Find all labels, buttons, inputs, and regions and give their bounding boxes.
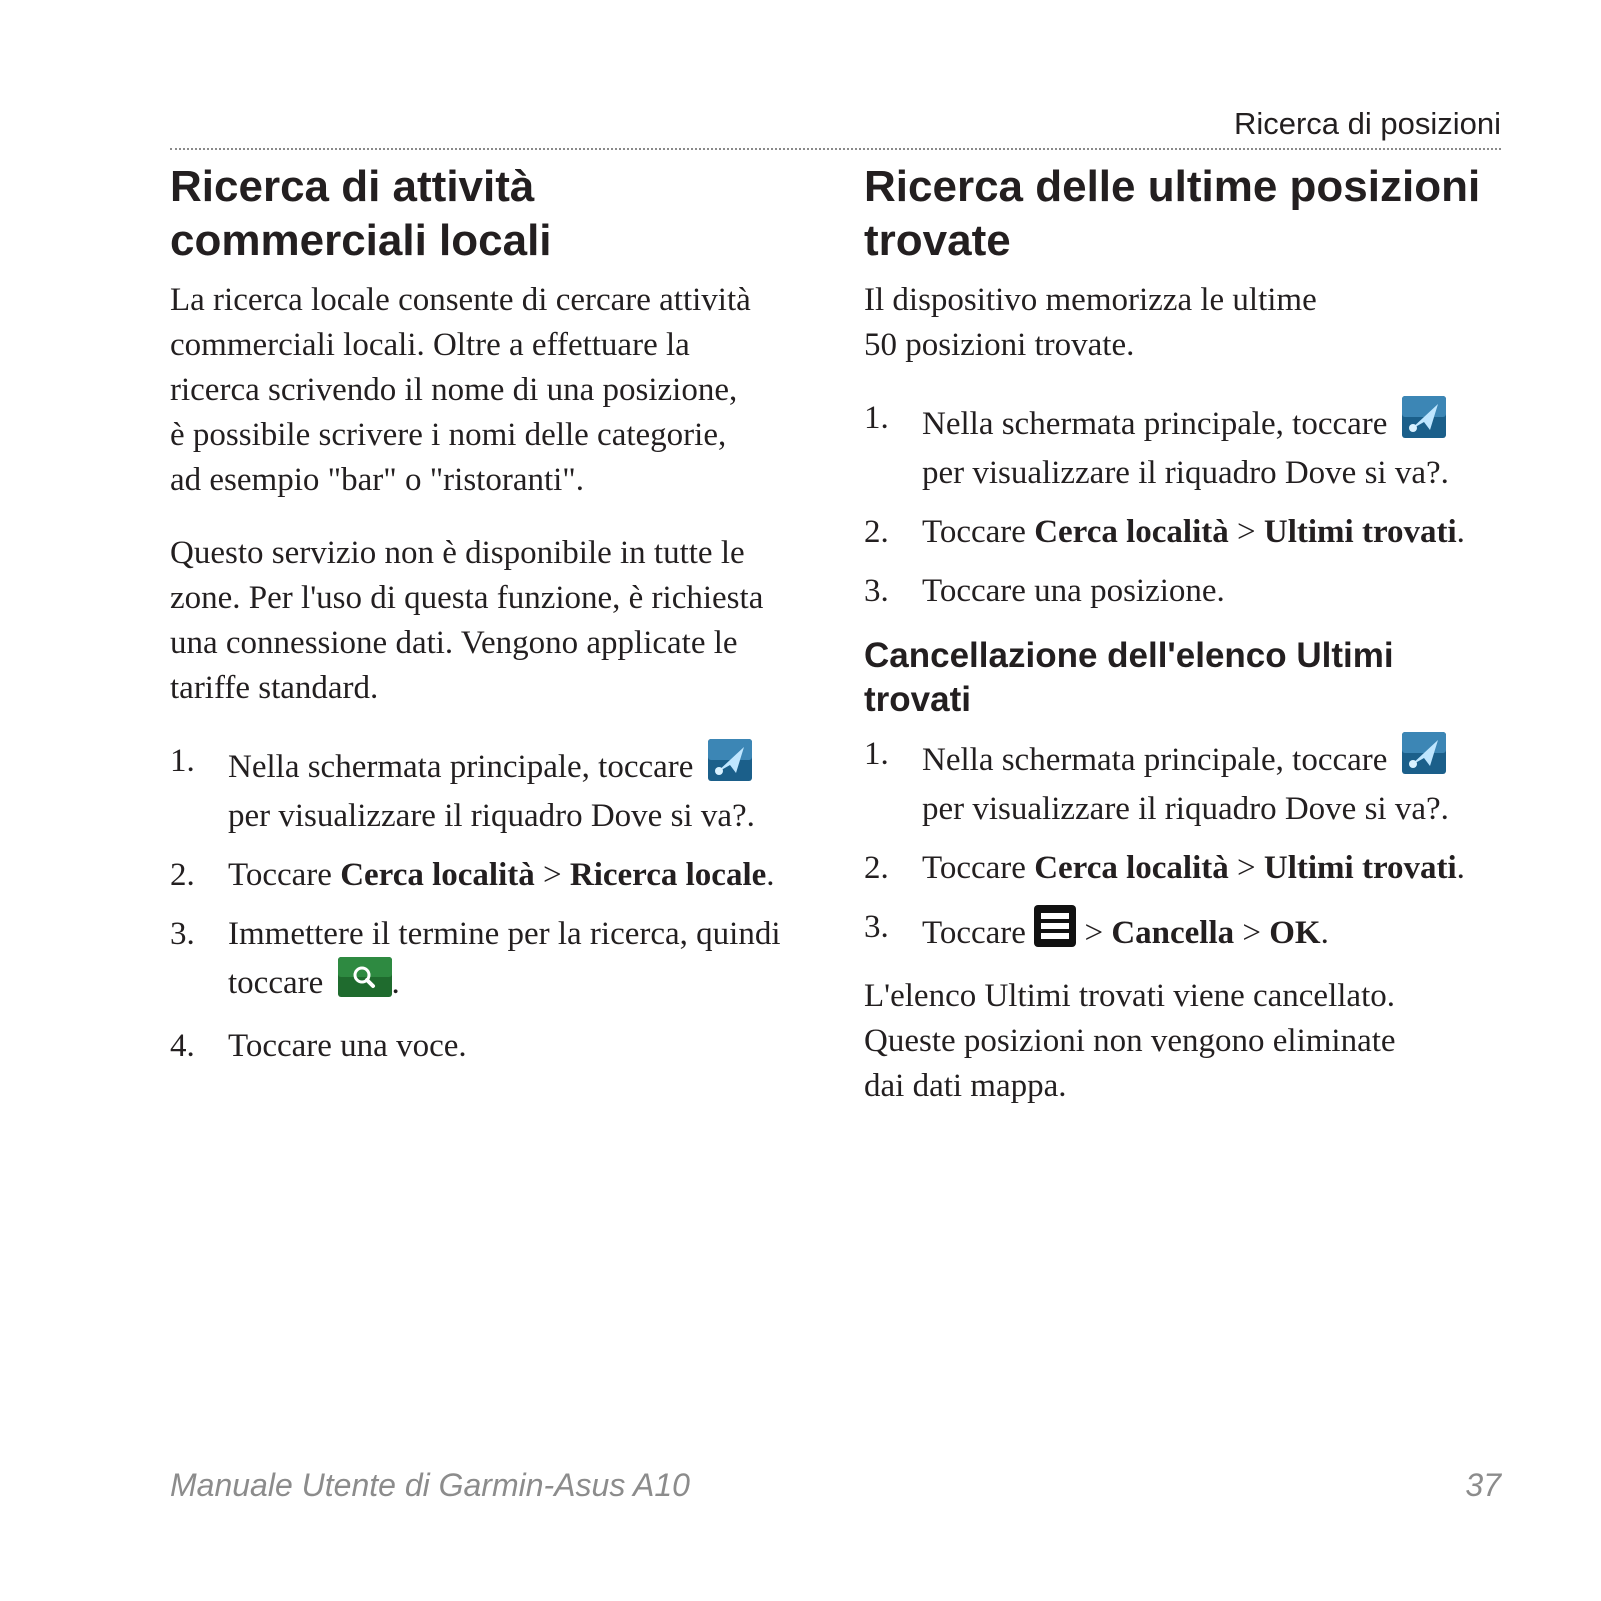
- page-number: 37: [1465, 1467, 1501, 1503]
- whereto-icon: [1402, 732, 1446, 787]
- right-column: [864, 160, 1504, 1137]
- section-title-recent-finds: Ricerca delle ultime posizioni trovate: [864, 162, 1481, 265]
- section-title-local-search: Ricerca di attività commerciali locali: [170, 162, 552, 265]
- recent-intro-paragraph: Il dispositivo memorizza le ultime 50 posizioni trovate.: [864, 282, 1317, 363]
- list-item: 4. Toccare una voce.: [170, 1028, 467, 1064]
- local-search-steps: [170, 739, 810, 1069]
- footer-manual-title: Manuale Utente di Garmin-Asus A10: [170, 1467, 690, 1503]
- clear-recent-steps: [864, 732, 1504, 960]
- list-item: 3. Toccare una posizione.: [864, 573, 1225, 609]
- menu-icon: [1034, 905, 1076, 960]
- list-item: 3. Toccare > Cancella > OK.: [864, 905, 1504, 960]
- list-item: 1. Nella schermata principale, toccare per visualizzare il riquadro Dove si va?.: [170, 739, 810, 839]
- whereto-icon: [708, 739, 752, 794]
- recent-finds-steps: [864, 396, 1504, 614]
- list-item: 1. Nella schermata principale, toccare per visualizzare il riquadro Dove si va?.: [864, 732, 1504, 832]
- whereto-icon: [1402, 396, 1446, 451]
- clear-result-paragraph: L'elenco Ultimi trovati viene cancellato. Queste posizioni non vengono eliminate dai dati mappa.: [864, 978, 1396, 1104]
- intro-paragraph: La ricerca locale consente di cercare attività commerciali locali. Oltre a effettuare la ricerca scrivendo il nome di una posizione, è possibile scrivere i nomi delle categorie, ad esempio "bar" o "ristoranti".: [170, 282, 751, 498]
- subsection-title-clear-recent: Cancellazione dell'elenco Ultimi trovati: [864, 636, 1394, 719]
- header-divider: [170, 148, 1501, 150]
- list-item: 3. Immettere il termine per la ricerca, quindi toccare .: [170, 912, 810, 1010]
- list-item: 2. Toccare Cerca località > Ricerca locale.: [170, 857, 775, 893]
- list-item: 2. Toccare Cerca località > Ultimi trovati.: [864, 850, 1465, 886]
- search-icon: [338, 957, 392, 1010]
- availability-paragraph: Questo servizio non è disponibile in tutte le zone. Per l'uso di questa funzione, è richiesta una connessione dati. Vengono applicate le tariffe standard.: [170, 535, 764, 706]
- running-header: Ricerca di posizioni: [1233, 106, 1501, 141]
- left-column: [170, 160, 810, 1089]
- list-item: 1. Nella schermata principale, toccare per visualizzare il riquadro Dove si va?.: [864, 396, 1504, 496]
- list-item: 2. Toccare Cerca località > Ultimi trovati.: [864, 514, 1465, 550]
